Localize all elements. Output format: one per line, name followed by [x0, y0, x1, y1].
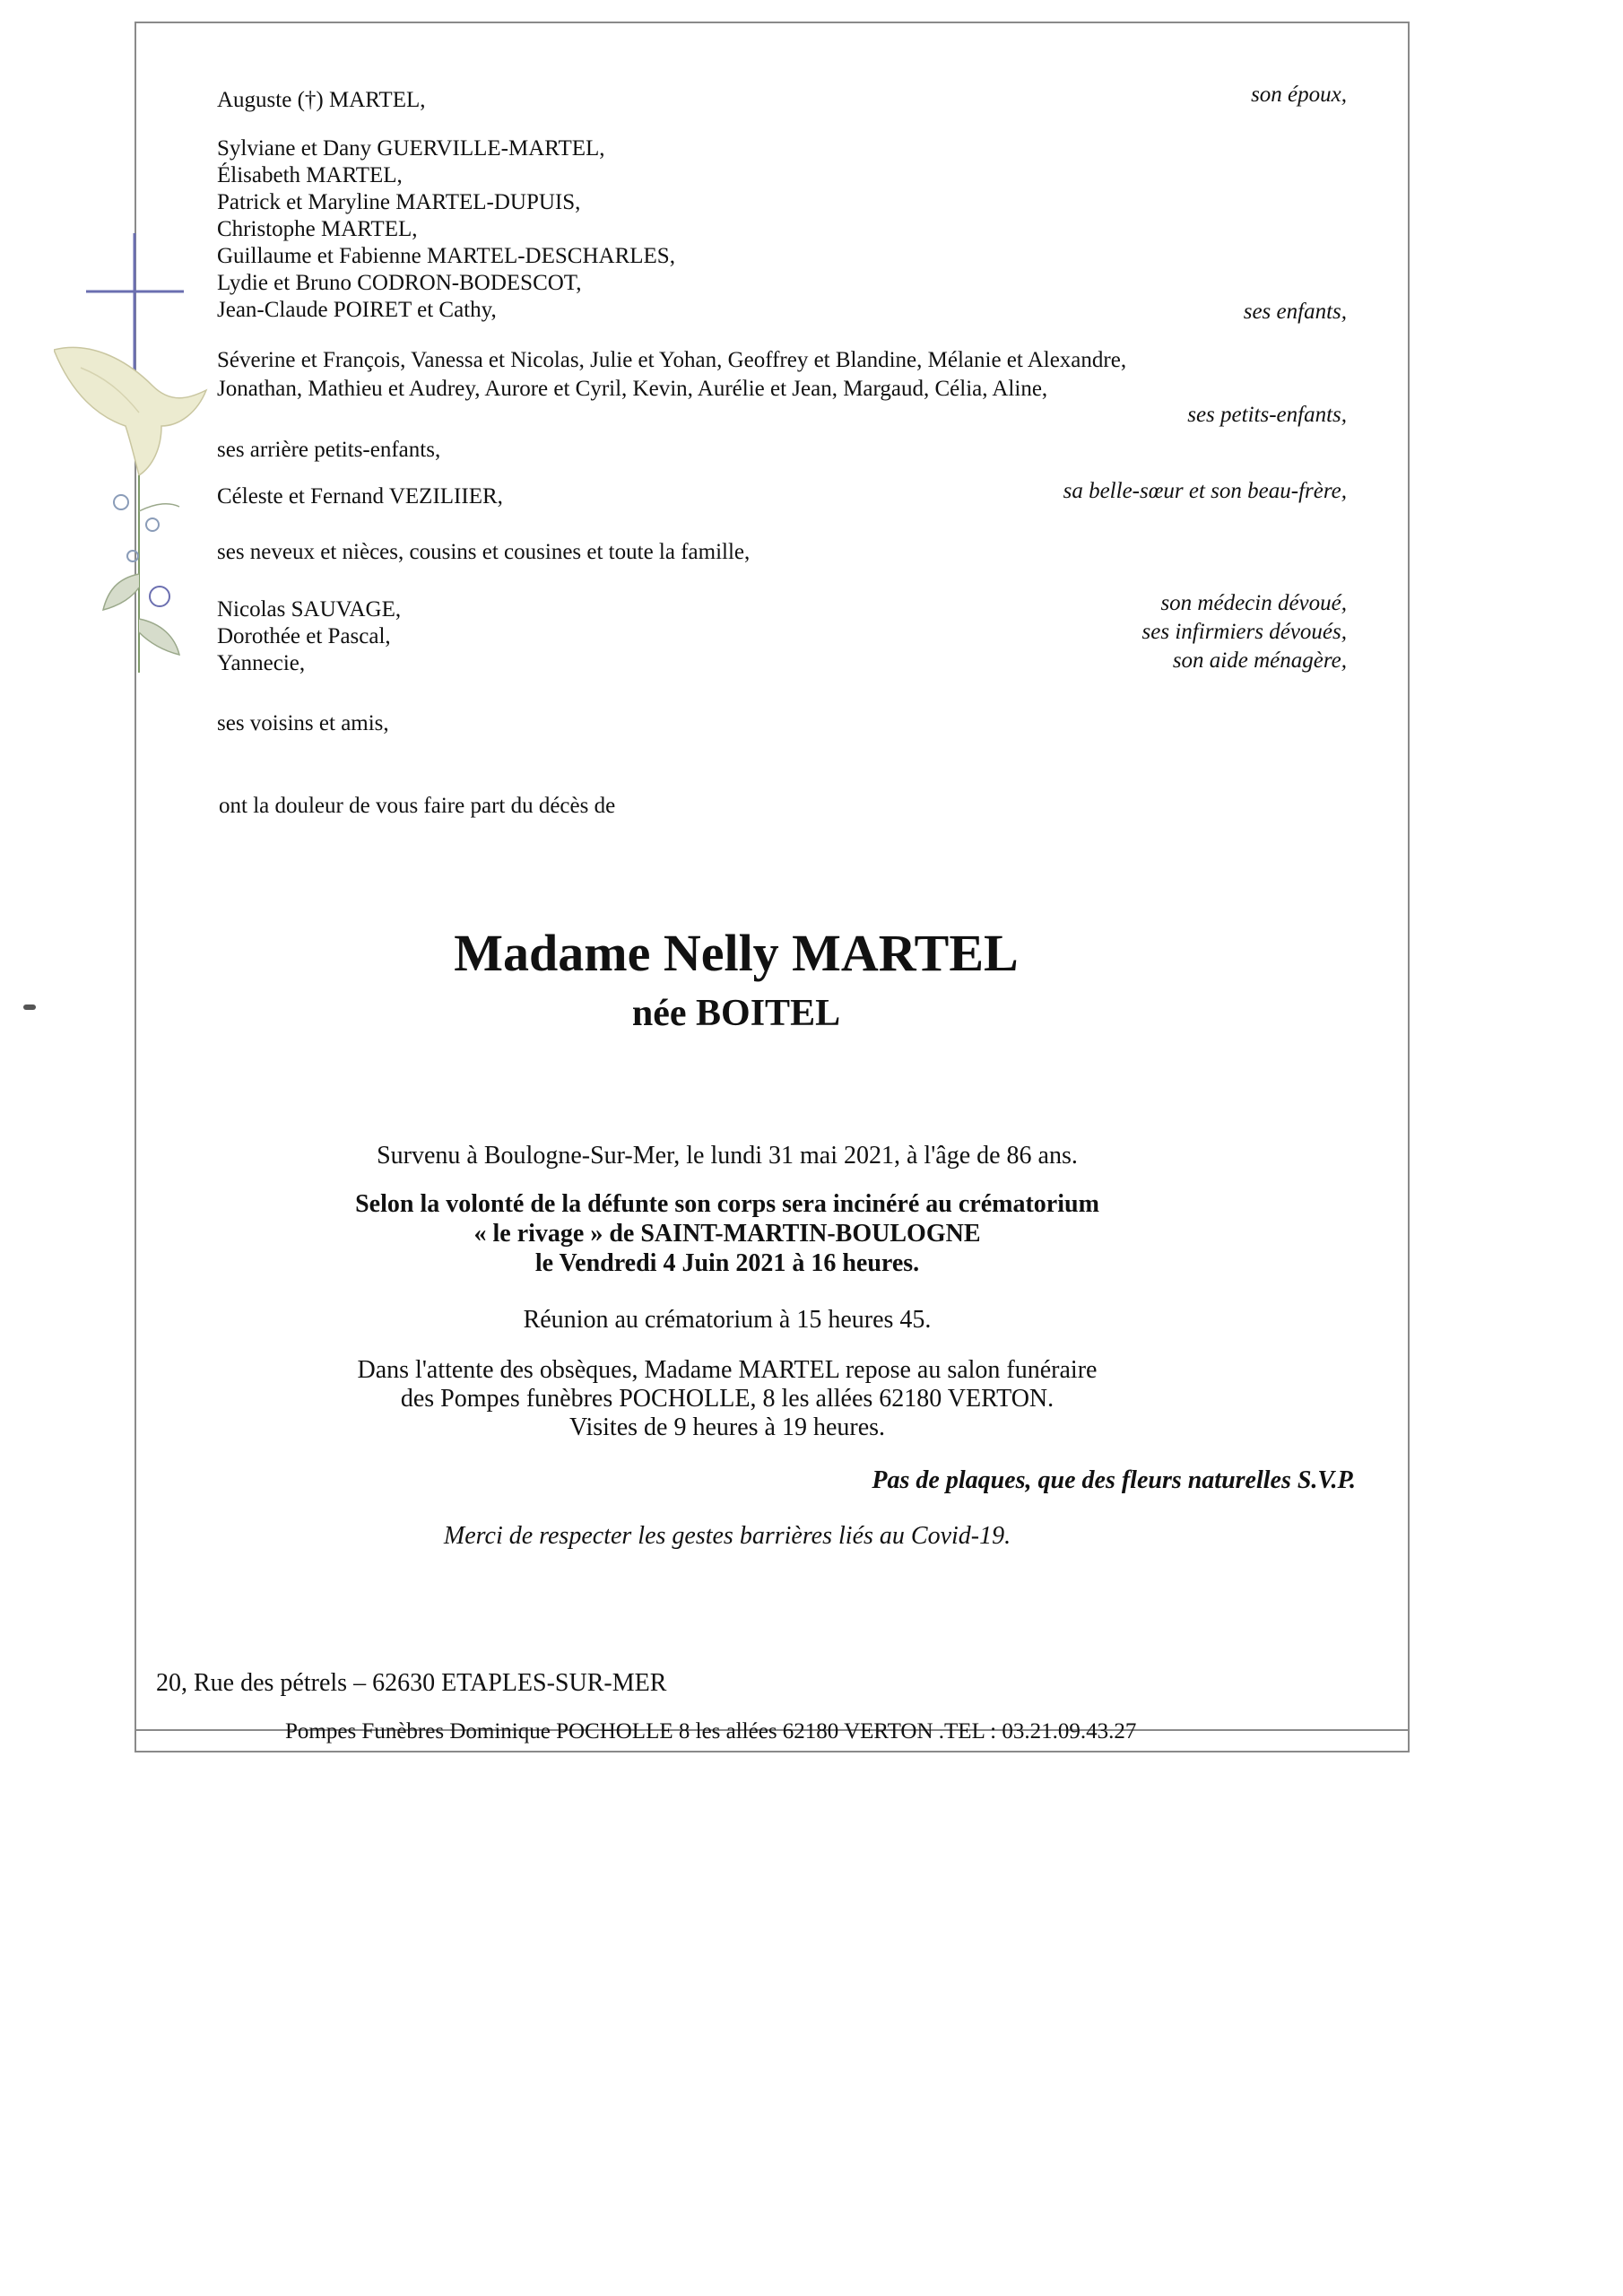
caregiver-role: son médecin dévoué, — [1160, 591, 1347, 615]
cross-dove-flower-decoration — [54, 233, 215, 700]
in-laws-name: Céleste et Fernand VEZILIIER, — [217, 484, 503, 509]
caregiver-entry: Dorothée et Pascal, — [217, 624, 391, 648]
grandchildren-line-1: Séverine et François, Vanessa et Nicolas, Julie et Yohan, Geoffrey et Blandine, Mélanie et Alexandre, — [217, 348, 1127, 372]
in-laws-role: sa belle-sœur et son beau-frère, — [1063, 479, 1347, 503]
covid-note: Merci de respecter les gestes barrières liés au Covid-19. — [443, 1522, 1011, 1550]
cremation-line-2: « le rivage » de SAINT-MARTIN-BOULOGNE — [473, 1220, 981, 1248]
children-list — [217, 135, 675, 324]
grandchildren-line-2: Jonathan, Mathieu et Audrey, Aurore et Cyril, Kevin, Aurélie et Jean, Margaud, Célia, Aline, — [217, 377, 1048, 401]
child-entry: Patrick et Maryline MARTEL-DUPUIS, — [217, 190, 581, 214]
caregivers-list — [217, 596, 401, 677]
funeral-home-footer: Pompes Funèbres Dominique POCHOLLE 8 les allées 62180 VERTON .TEL : 03.21.09.43.27 — [285, 1719, 1137, 1744]
caregiver-role: son aide ménagère, — [1172, 648, 1347, 673]
neighbors: ses voisins et amis, — [217, 711, 389, 735]
child-entry: Élisabeth MARTEL, — [217, 163, 403, 187]
address: 20, Rue des pétrels – 62630 ETAPLES-SUR-MER — [156, 1669, 667, 1697]
child-entry: Guillaume et Fabienne MARTEL-DESCHARLES, — [217, 244, 675, 268]
caregiver-entry: Nicolas SAUVAGE, — [217, 597, 402, 622]
rest-line-2: des Pompes funèbres POCHOLLE, 8 les allées 62180 VERTON. — [400, 1385, 1055, 1413]
maiden-name: née BOITEL — [631, 993, 841, 1034]
extended-family: ses neveux et nièces, cousins et cousines et toute la famille, — [217, 540, 751, 564]
cremation-line-3: le Vendredi 4 Juin 2021 à 16 heures. — [534, 1249, 920, 1277]
child-entry: Lydie et Bruno CODRON-BODESCOT, — [217, 271, 582, 295]
children-role: ses enfants, — [1243, 300, 1347, 324]
flowers-note: Pas de plaques, que des fleurs naturelles S.V.P. — [872, 1466, 1356, 1494]
grandchildren-role: ses petits-enfants, — [1187, 403, 1347, 427]
cremation-line-1: Selon la volonté de la défunte son corps sera incinéré au crématorium — [355, 1190, 1099, 1218]
rest-line-1: Dans l'attente des obsèques, Madame MARTEL repose au salon funéraire — [357, 1356, 1098, 1384]
rest-line-3: Visites de 9 heures à 19 heures. — [568, 1413, 886, 1441]
deceased-name: Madame Nelly MARTEL — [454, 924, 1019, 982]
child-entry: Sylviane et Dany GUERVILLE-MARTEL, — [217, 136, 605, 161]
death-notice: Survenu à Boulogne-Sur-Mer, le lundi 31 mai 2021, à l'âge de 86 ans. — [377, 1142, 1078, 1170]
great-grandchildren: ses arrière petits-enfants, — [217, 438, 441, 462]
scan-speck — [23, 1004, 36, 1010]
husband-name: Auguste (†) MARTEL, — [217, 88, 426, 112]
caregiver-roles — [1142, 589, 1347, 675]
caregiver-role: ses infirmiers dévoués, — [1141, 620, 1347, 644]
husband-role: son époux, — [1251, 83, 1347, 107]
caregiver-entry: Yannecie, — [217, 651, 306, 675]
child-entry: Christophe MARTEL, — [217, 217, 418, 241]
meeting-time: Réunion au crématorium à 15 heures 45. — [523, 1306, 932, 1334]
announcement: ont la douleur de vous faire part du décès de — [219, 794, 616, 818]
child-entry: Jean-Claude POIRET et Cathy, — [217, 298, 497, 322]
